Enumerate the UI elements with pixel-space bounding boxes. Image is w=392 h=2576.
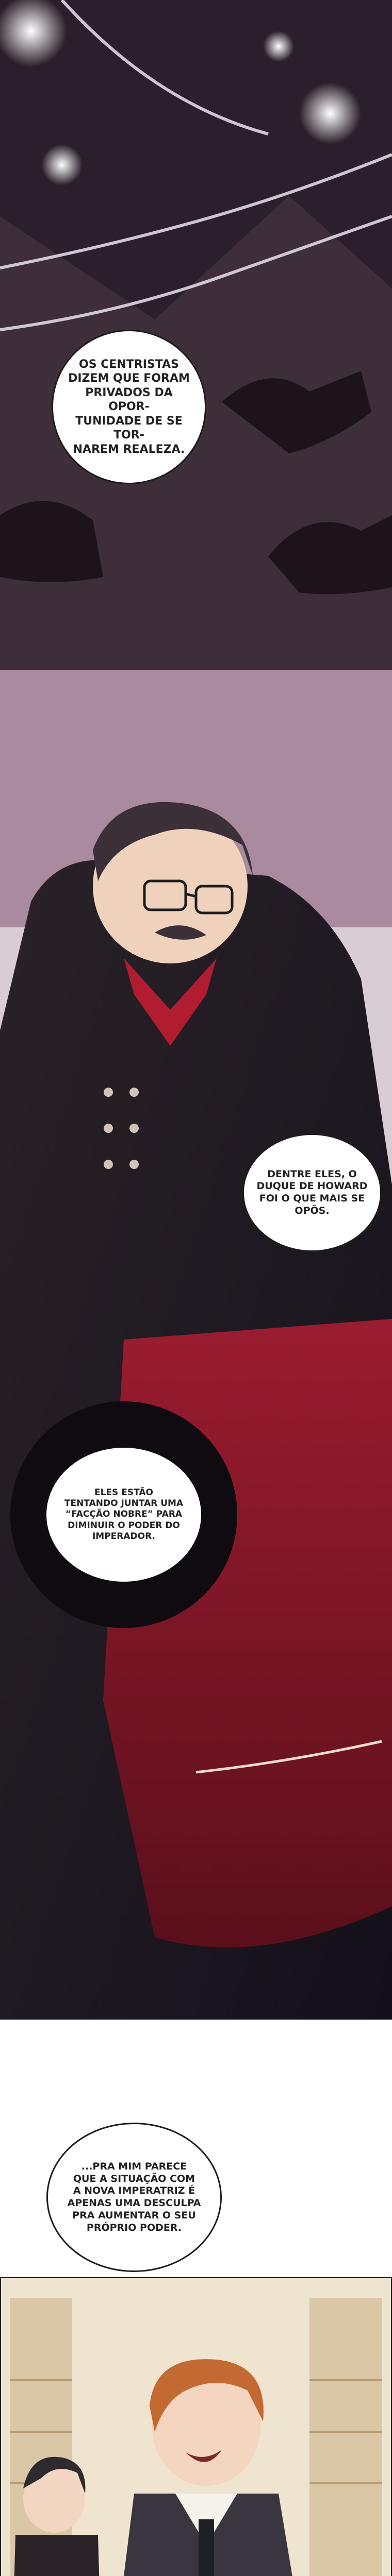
- speech-bubble-duke-howard: DENTRE ELES, O DUQUE DE HOWARD FOI O QUE MAIS SE OPÔS.: [242, 1133, 382, 1252]
- speech-bubble-centrists: OS CENTRISTAS DIZEM QUE FORAM PRIVADOS DA OPOR- TUNIDADE DE SE TOR- NAREM REALEZA.: [52, 330, 206, 484]
- panel-2: [0, 2277, 392, 2576]
- speech-bubble-excuse-for-power: ...PRA MIM PARECE QUE A SITUAÇÃO COM A NOVA IMPERATRIZ É APENAS UMA DESCULPA PRA AUMENTAR O SEU PRÓPRIO PODER.: [46, 2123, 222, 2272]
- speech-bubble-noble-faction: ELES ESTÃO TENTANDO JUNTAR UMA “FACÇÃO NOBRE” PARA DIMINUIR O PODER DO IMPERADOR.: [46, 1448, 201, 1582]
- panel-2-illustration: [0, 2277, 392, 2576]
